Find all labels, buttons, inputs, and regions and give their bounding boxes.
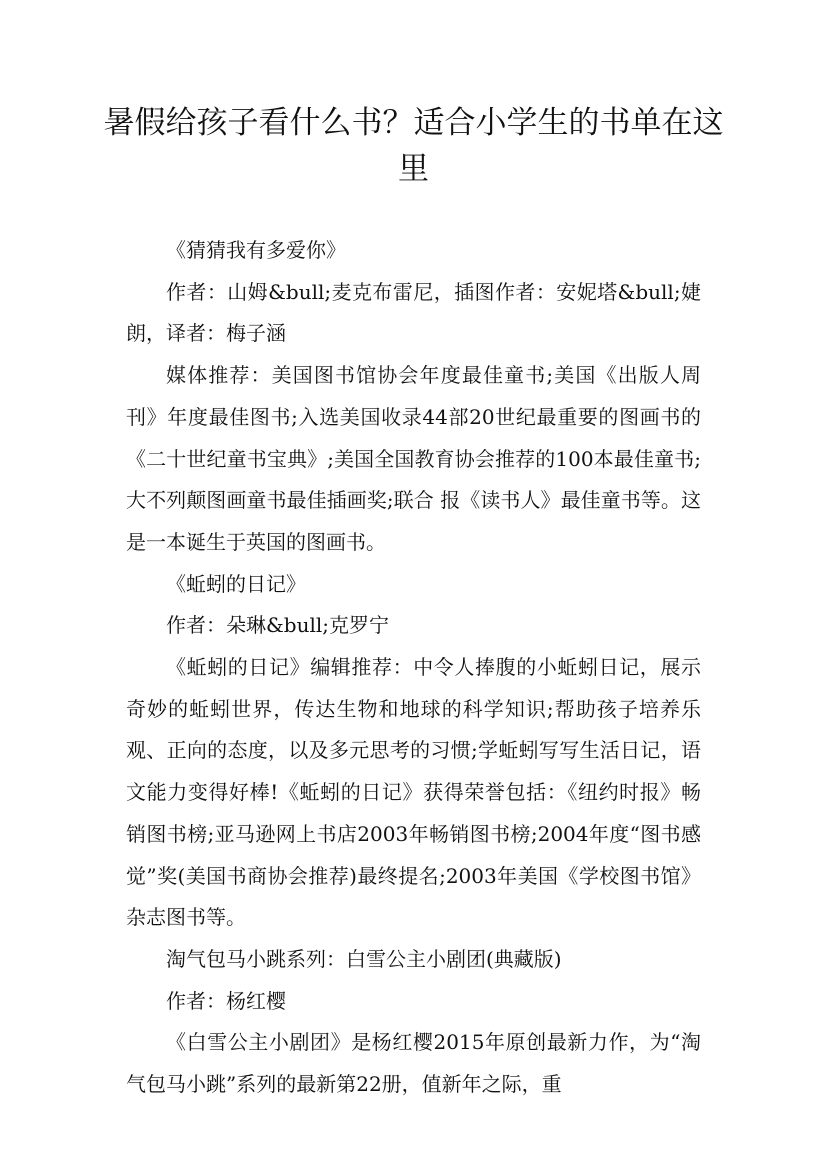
book-title-paragraph: 《猜猜我有多爱你》: [166, 238, 346, 262]
document-body: [126, 230, 701, 1106]
author-paragraph: 作者：朵琳&bull;克罗宁: [166, 613, 390, 638]
author-paragraph: 作者：杨红樱: [166, 988, 286, 1013]
description-paragraph: 《白雪公主小剧团》是杨红樱2015年原创最新力作，为“淘气包马小跳”系列的最新第22册，值新年之际，重: [126, 1030, 701, 1097]
author-paragraph: 作者：山姆&bull;麦克布雷尼，插图作者：安妮塔&bull;婕朗，译者：梅子涵: [126, 279, 701, 346]
book-title-paragraph: 淘气包马小跳系列：白雪公主小剧团(典藏版): [166, 946, 562, 971]
document-title: 暑假给孩子看什么书？适合小学生的书单在这里: [103, 105, 724, 187]
book-title-paragraph: 《蚯蚓的日记》: [166, 571, 306, 596]
editor-recommendation-paragraph: 《蚯蚓的日记》编辑推荐：中令人捧腹的小蚯蚓日记，展示奇妙的蚯蚓世界，传达生物和地球的科学知识;帮助孩子培养乐观、正向的态度，以及多元思考的习惯;学蚯蚓写写生活日记，语文能力变得好棒!《蚯蚓的日记》获得荣誉包括：《纽约时报》畅销图书榜;亚马逊网上书店2003年畅销图书榜;2004年度“图书感觉”奖(美国书商协会推荐)最终提名;2003年美国《学校图书馆》杂志图书等。: [126, 655, 701, 930]
media-recommendation-paragraph: 媒体推荐：美国图书馆协会年度最佳童书;美国《出版人周刊》年度最佳图书;入选美国收录44部20世纪最重要的图画书的《二十世纪童书宝典》;美国全国教育协会推荐的100本最佳童书;大不列颠图画童书最佳插画奖;联合 报《读书人》最佳童书等。这是一本诞生于英国的图画书。: [126, 363, 701, 554]
